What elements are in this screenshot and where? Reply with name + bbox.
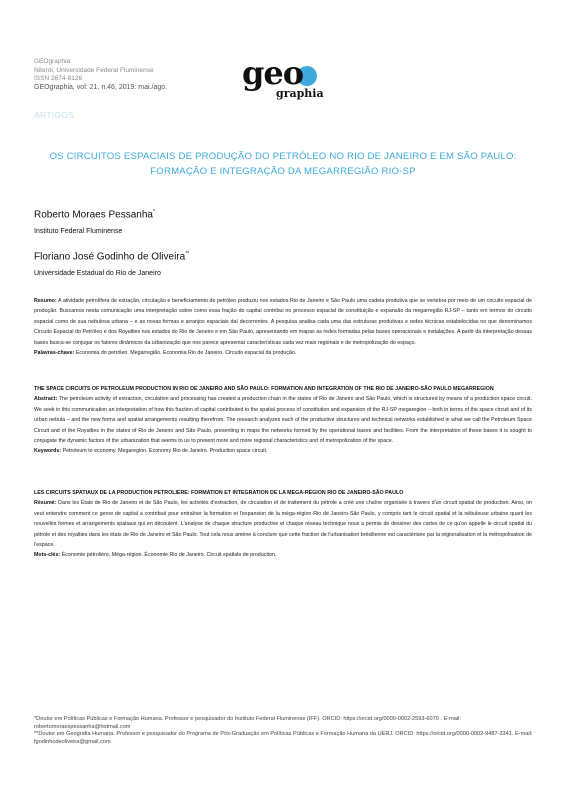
logo-graphia: graphia [276, 87, 324, 100]
article-title [26, 150, 540, 179]
title-line-2: FORMAÇÃO E INTEGRAÇÃO DA MEGARREGIÃO RIO-SP [150, 165, 416, 177]
english-keywords-label: Keywords: [34, 448, 62, 455]
english-block [34, 384, 532, 457]
journal-header [34, 58, 167, 92]
resumo-keywords: Economia do petróleo. Megarregião. Economia Rio de Janeiro. Circuito espacial da produção. [75, 350, 297, 357]
footnote-1: *Doutor em Políticas Públicas e Formação Humana. Professor e pesquisador do Instituto Federal Fluminense (IFF). ORCID: https://orcid.org/0000-0002-2593-6070 . E-mail: robertomoraespessanha@hotmail.com [34, 716, 461, 730]
resume-label: Résumé: [34, 500, 57, 507]
author-1-name: Roberto Moraes Pessanha [34, 209, 153, 221]
french-keywords-label: Mots-clés: [34, 552, 61, 559]
french-block [34, 488, 532, 561]
abstract-text: The petroleum activity of extraction, circulation and processing has created a production chain in the states of Rio de Janeiro and São Paulo, which is structured by means of a production space circuit. We seek in this communication an interpretation of how this fraction of capital contributed to the spatial process of constitution and expansion of the RJ-SP megaregion – both in terms of the space circuit and of its urban nebula – and the new forms and spatial arrangements resulting therefrom. The research analyzes each of the productive structures and technical networks established in what we call the Petroleum Space Circuit and of the Royalties in the states of Rio de Janeiro and São Paulo, presenting in maps the networks formed by the operational bases and facilities. From the interpretation of these bases it is sought to conjugate the dynamic factors of the urbanization that seems to us to present more and more regional characteristics and of metropolization of the space. [34, 396, 532, 445]
resumo-keywords-label: Palavras-chave: [34, 350, 75, 357]
section-label: ARTIGOS [34, 110, 75, 120]
french-title: LES CIRCUITS SPATIAUX DE LA PRODUCTION PETROLIERE: FORMATION ET INTEGRATION DE LA MEGA-REGION RIO DE JANEIRO-SÃO PAULO [34, 490, 404, 496]
resumo-label: Resumo: [34, 298, 57, 304]
english-keywords: Petroleum to economy. Megaregion. Economy Rio de Janeiro. Production space circuit. [62, 448, 268, 455]
journal-issn: ISSN 2674-8126 [34, 75, 83, 83]
journal-affiliation: Niterói, Universidade Federal Fluminense [34, 66, 154, 74]
footnote-2: **Doutor em Geografia Humana. Professor e pesquisador do Programa de Pós-Graduação em Políticas Públicas e Formação Humana da UERJ. ORCID: https://orcid.org/0000-0002-9487-3341. E-mail: fgodinhodeoliveira@gmail.com [34, 731, 533, 745]
footnotes [34, 716, 534, 746]
author-2-institution: Universidade Estadual do Rio de Janeiro [34, 270, 161, 277]
journal-name: GEOgraphia [34, 58, 71, 65]
abstract-label: Abstract: [34, 396, 58, 403]
author-1-mark: * [152, 209, 155, 215]
english-title: THE SPACE CIRCUITS OF PETROLEUM PRODUCTION IN RIO DE JANEIRO AND SÃO PAULO: FORMATION AND INTEGRATION OF THE RIO DE JANEIRO-SÃO PAULO MEGARREGION [34, 386, 494, 392]
resume-text: Dans les États de Rio de Janeiro et de São Paulo, les activités d'extraction, de circulation et de traitement du pétrole a créé une chaîne organisée à travers d'un circuit spatial de production. Ainsi, on veut entendre comment ce genre de capital a contribué pour entraîner la formation et l'expansion de la méga-région Rio de Janeiro-São Paulo, y compris tant le circuit spatial et la nébuleuse urbaine quant les nouvelles formes et arrangements spatiaux qui en découlent. L'analyse de chaque structure productive et chaque réseau technique nous a permis de dessiner des cartes de ce qu'on appelle le circuit spatial du pétrole et des royalties dans les états de Rio de Janeiro et São Paulo. Tout cela nous amène à conclure que cette fraction de l'urbanisation brésilienne est caractérisée par la régionalisation et la métropolisation de l'espace. [34, 500, 532, 549]
resumo-block [34, 296, 532, 358]
author-2 [34, 251, 189, 262]
journal-logo [242, 54, 332, 108]
journal-citation: GEOgraphia, vol: 21, n.46, 2019: mai./ago. [34, 83, 168, 91]
author-2-name: Floriano José Godinho de Oliveira [34, 251, 186, 263]
logo-geo: geo [242, 54, 304, 92]
title-line-1: OS CIRCUITOS ESPACIAIS DE PRODUÇÃO DO PETRÓLEO NO RIO DE JANEIRO E EM SÃO PAULO: [49, 151, 517, 162]
author-1-institution: Instituto Federal Fluminense [34, 228, 123, 235]
resumo-text: A atividade petrolífera de extração, circulação e beneficiamento de petróleo produziu nos estados Rio de Janeiro e São Paulo uma cadeia produtiva que se vertebra por meio de um circuito espacial de produção. Buscamos nesta comunicação uma interpretação sobre como essa fração do capital contribui no processo espacial de constituição e expansão da megarregião RJ-SP – tanto em termos do circuito espacial como de sua nebulosa urbana – e as novas formas e arranjos espaciais daí decorrentes. A pesquisa analisa cada uma das estruturas produtivas e redes técnicas estabelecidas no que denominamos Circuito Espacial do Petróleo e dos Royalties nos estados do Rio de Janeiro e em São Paulo, apresentando em mapas as redes formadas pelas bases operacionais e instalações. A partir da interpretação dessas bases busca-se conjugar os fatores dinâmicos da urbanização que nos parece apresentar características cada vez mais regionais e de metropolização do espaço. [34, 298, 532, 346]
author-2-mark: ** [185, 251, 190, 257]
french-keywords: Économie pétrolière. Méga-région. Économie Rio de Janeiro. Circuit spatiale de production. [61, 552, 277, 559]
author-1 [34, 209, 155, 220]
